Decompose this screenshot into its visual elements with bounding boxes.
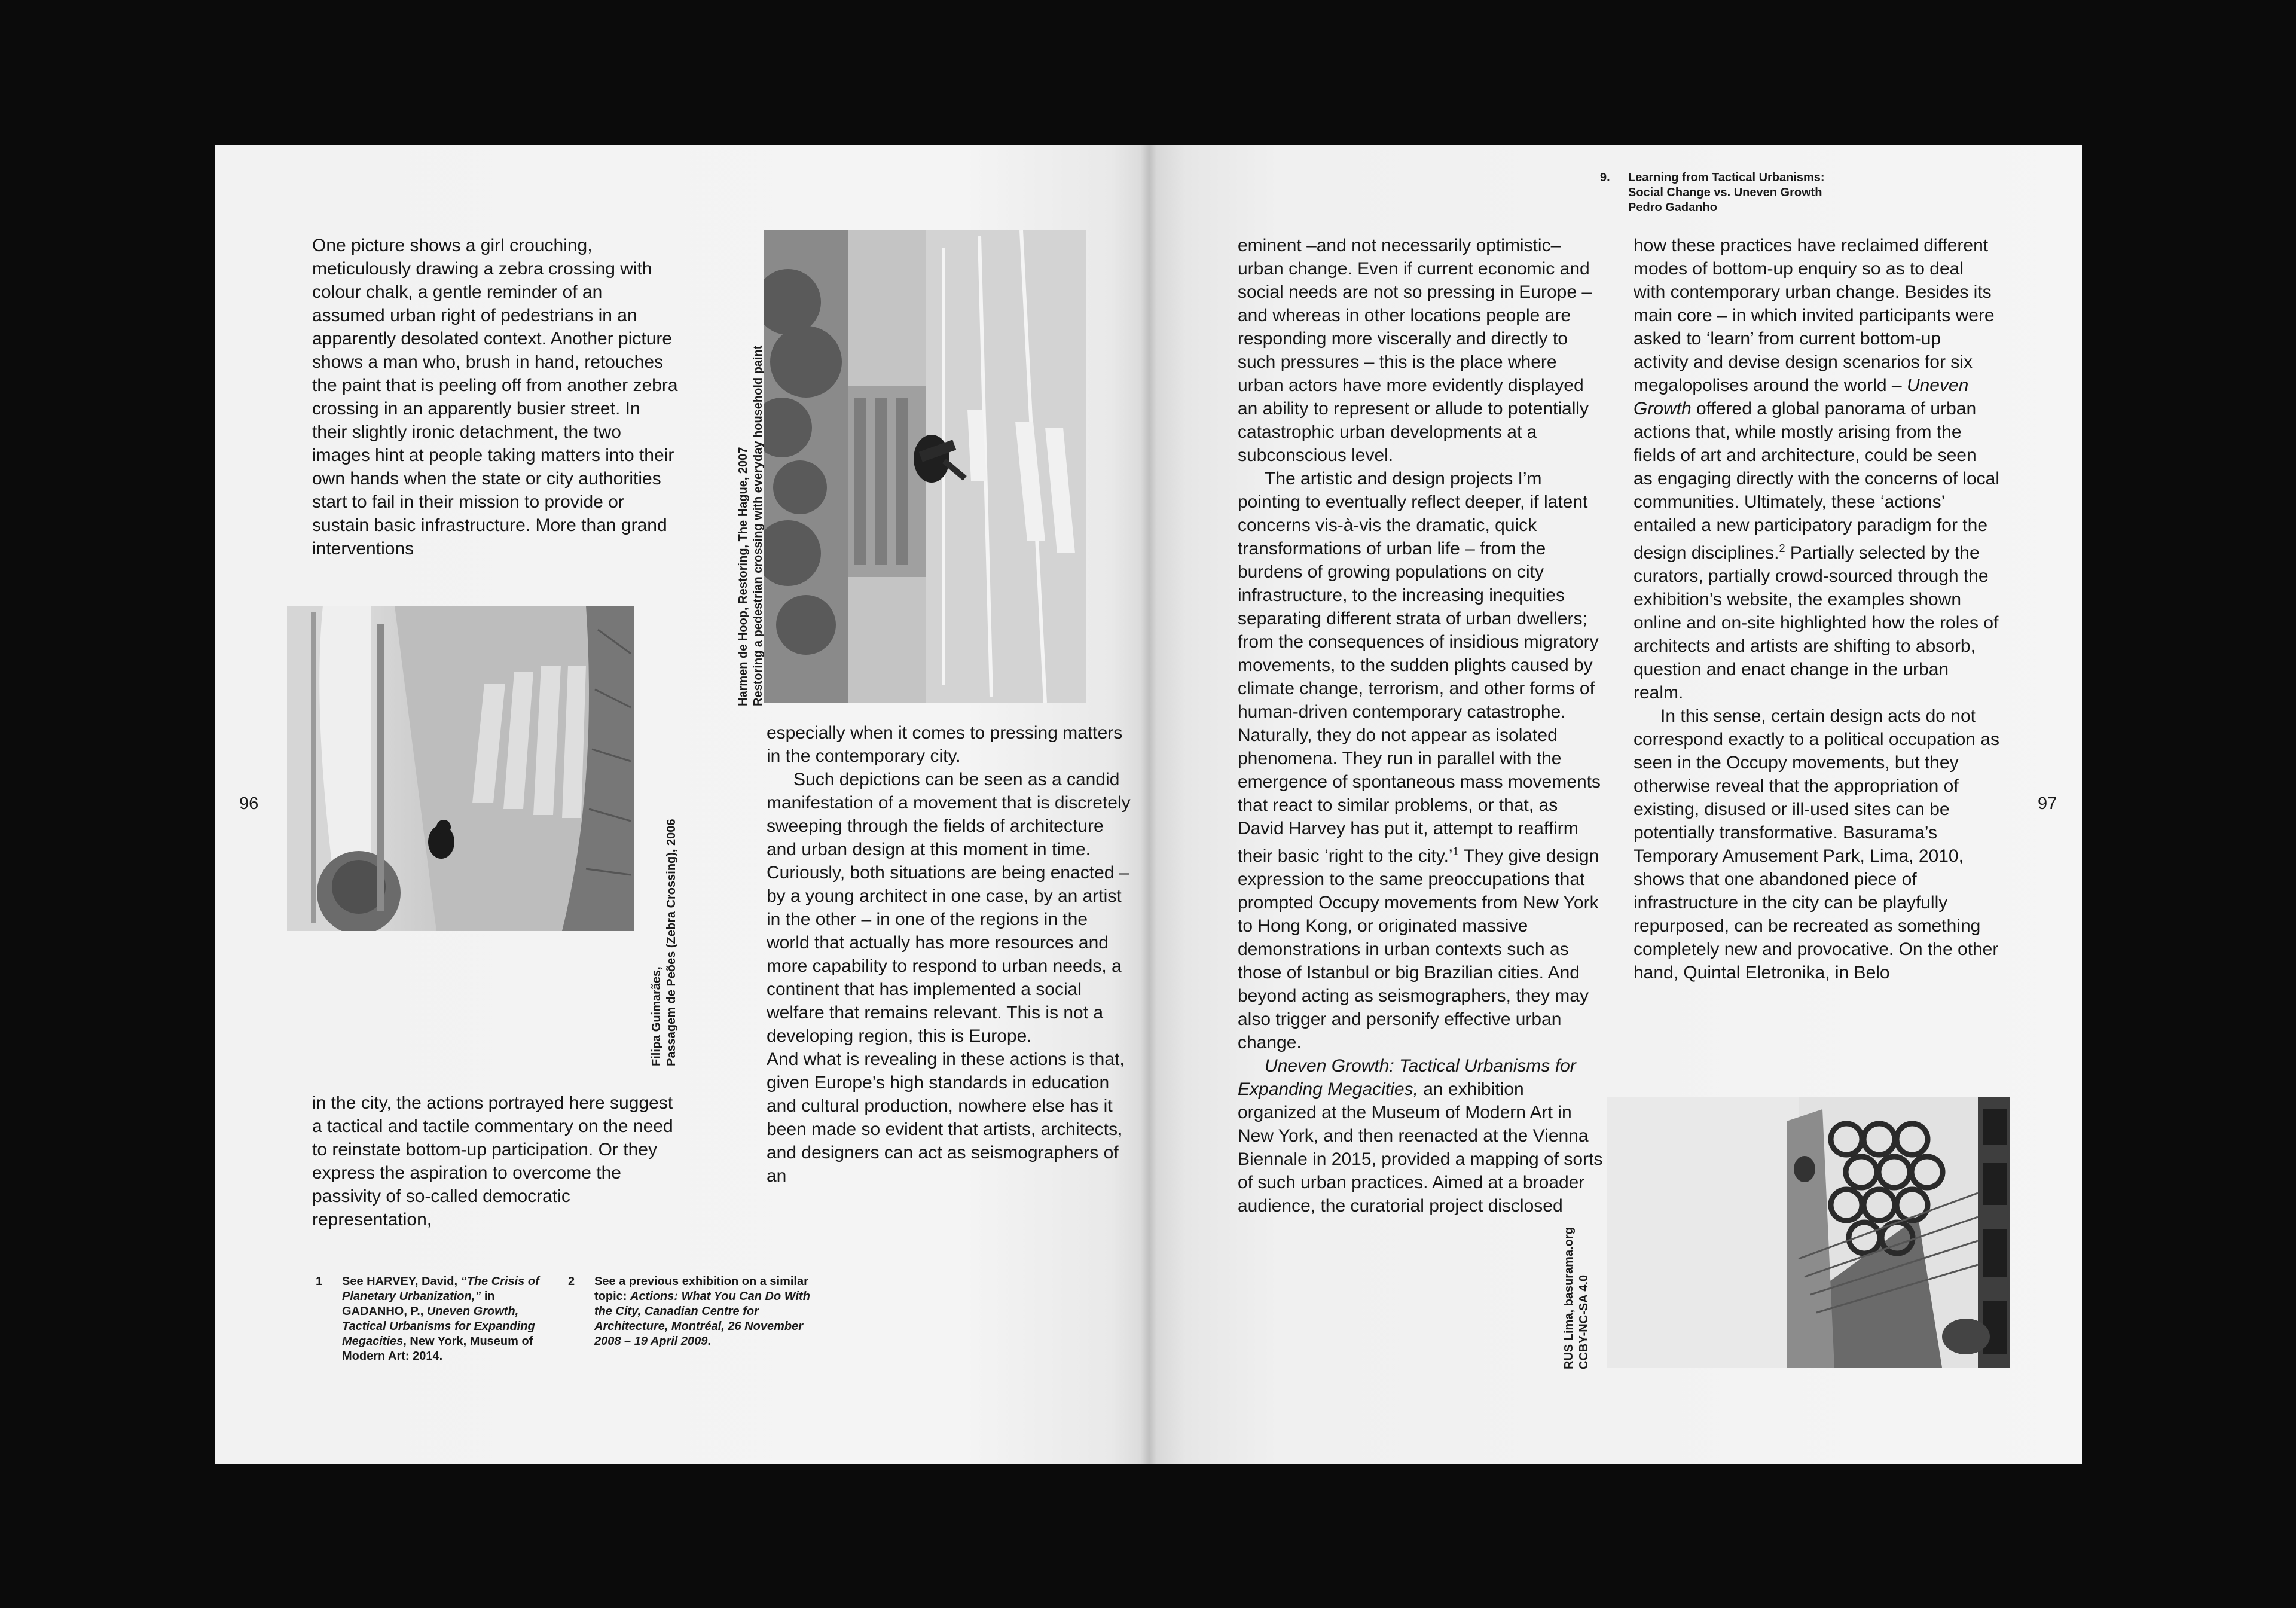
caption-photo-girl: [649, 819, 679, 1066]
footnote-part: , New York, Museum of Modern Art: 2014.: [342, 1335, 533, 1363]
footnote-part: in GADANHO, P.,: [342, 1290, 495, 1318]
paragraph: [1238, 467, 1604, 1054]
caption-line: Passagem de Peões (Zebra Crossing), 2006: [665, 819, 678, 1066]
footnote-text: [594, 1274, 813, 1349]
left-col1-bottom: [312, 1091, 678, 1231]
left-col1-top: [312, 234, 678, 560]
running-header: [1600, 170, 1851, 218]
photo-basurama-lima: [1607, 1097, 2010, 1368]
magazine-spread: [215, 145, 2082, 1464]
text-run: how these practices have reclaimed different modes of bottom-up enquiry so as to deal with contemporary urban change. Besides its main core – in which invited participants were asked to ‘learn’ from current bottom-up activity and devise design scenarios for six megalopolises around the world –: [1634, 236, 1995, 395]
left-col2: [767, 721, 1132, 1188]
photo-girl-zebra-crossing: [287, 606, 634, 931]
header-author: Pedro Gadanho: [1628, 201, 1717, 214]
paragraph: in the city, the actions portrayed here suggest a tactical and tactile commentary on the need to reinstate bottom-up participation. Or they express the aspiration to overcome the passivity of so-called democratic representation,: [312, 1093, 673, 1229]
footnote-text: [342, 1274, 555, 1364]
footnote-title: Actions: What You Can Do With the City, Canadian Centre for Architecture, Montréal, 26 November 2008 – 19 April 2009: [594, 1290, 810, 1348]
caption-line: Harmen de Hoop, Restoring, The Hague, 2007: [737, 447, 750, 706]
paragraph: eminent –and not necessarily optimistic– urban change. Even if current economic and social needs are not so pressing in Europe – and whereas in other locations people are responding more viscerally and directly to such pressures – this is the place where urban actors have more evidently displayed an ability to represent or allude to potentially catastrophic urban developments at a subconscious level.: [1238, 236, 1592, 465]
paragraph: [1238, 1054, 1604, 1218]
right-col1: [1238, 234, 1604, 1218]
exhibition-title: Uneven Growth: [1634, 376, 1969, 419]
paragraph: especially when it comes to pressing matters in the contemporary city.: [767, 723, 1123, 766]
caption-line: Filipa Guimarães,: [650, 966, 663, 1066]
footnote-ref: 1: [1452, 846, 1459, 858]
spine-gutter: [1140, 145, 1157, 1464]
paragraph: In this sense, certain design acts do not correspond exactly to a political occupation as seen in the Occupy movements, but they otherwise reveal that the appropriation of existing, disused or ill-used sites can be potentially transformative. Basurama’s Temporary Amusement Park, Lima, 2010, shows that one abandoned piece of infrastructure in the city can be playfully repurposed, can be recreated as something completely new and provocative. On the other hand, Quintal Eletronika, in Belo: [1634, 706, 2000, 983]
page-number-right: 97: [2038, 794, 2057, 813]
exhibition-title: Uneven Growth: Tactical Urbanisms for Expanding Megacities,: [1238, 1056, 1576, 1099]
footnote-number: 2: [568, 1275, 575, 1288]
caption-photo-man: [736, 346, 766, 706]
chapter-title: [1628, 170, 1825, 215]
footnote-part: See HARVEY, David,: [342, 1275, 461, 1288]
caption-photo-basurama: [1562, 1227, 1592, 1369]
caption-line: Restoring a pedestrian crossing with everyday household paint: [752, 345, 765, 706]
footnote-title: “The Crisis of Planetary Urbanization,”: [342, 1275, 539, 1303]
text-run: offered a global panorama of urban actions that, while mostly arising from the fields of art and architecture, could be seen as engaging directly with the concerns of local communities. Ultimately, these ‘actions’ entailed a new participatory paradigm for the design disciplines.: [1634, 399, 2000, 563]
footnote-title: Uneven Growth, Tactical Urbanisms for Expanding Megacities: [342, 1305, 535, 1348]
footnote-ref: 2: [1779, 542, 1785, 554]
caption-line: CCBY-NC-SA 4.0: [1577, 1274, 1590, 1369]
header-line: Learning from Tactical Urbanisms:: [1628, 171, 1825, 184]
page-number-left: 96: [239, 794, 259, 813]
text-run: The artistic and design projects I’m pointing to eventually reflect deeper, if latent concerns vis-à-vis the dramatic, quick transformations of urban life – from the burdens of growing populations on city infrastructure, to the increasing inequities separating different strata of urban dwellers; from the consequences of insidious migratory movements, to the sudden plights caused by climate change, terrorism, and other forms of human-driven contemporary catastrophe. Naturally, they do not appear as isolated phenomena. They run in parallel with the emergence of spontaneous mass movements that react to similar problems, or that, as David Harvey has put it, attempt to reaffirm their basic ‘right to the city.’: [1238, 469, 1601, 866]
text-run: an exhibition organized at the Museum of Modern Art in New York, and then reenacted at the Vienna Biennale in 2015, provided a mapping of sorts of such urban practices. Aimed at a broader audience, the curatorial project disclosed: [1238, 1079, 1603, 1216]
chapter-number: 9.: [1600, 171, 1610, 184]
paragraph: One picture shows a girl crouching, meticulously drawing a zebra crossing with colour chalk, a gentle reminder of an assumed urban right of pedestrians in an apparently desolated context. Another picture shows a man who, brush in hand, retouches the paint that is peeling off from another zebra crossing in an apparently busier street. In their slightly ironic detachment, the two images hint at people taking matters into their own hands when the state or city authorities start to fail in their mission to provide or sustain basic infrastructure. More than grand interventions: [312, 236, 678, 559]
header-line: Social Change vs. Uneven Growth: [1628, 186, 1822, 199]
footnote-number: 1: [316, 1275, 323, 1288]
paragraph: [1634, 234, 1999, 704]
photo-man-restoring-crossing: [764, 230, 1086, 703]
footnote-part: .: [707, 1335, 711, 1348]
caption-line: RUS Lima, basurama.org: [1562, 1227, 1576, 1369]
footnote-part: See a previous exhibition on a similar topic:: [594, 1275, 808, 1303]
right-col2: [1634, 234, 1999, 984]
paragraph: Such depictions can be seen as a candid manifestation of a movement that is discretely sweeping through the fields of architecture and urban design at this moment in time. Curiously, both situations are being enacted – by a young architect in one case, by an artist in the other – in one of the regions in the world that actually has more resources and more capability to respond to urban needs, a continent that has implemented a social welfare that remains relevant. This is not a developing region, this is Europe.: [767, 770, 1131, 1046]
paragraph: And what is revealing in these actions is that, given Europe’s high standards in education and cultural production, nowhere else has it been made so evident that artists, architects, and designers can act as seismographers of an: [767, 1049, 1125, 1186]
text-run: They give design expression to the same preoccupations that prompted Occupy movements from New York to Hong Kong, or originated massive demonstrations in urban contexts such as those of Istanbul or big Brazilian cities. And beyond acting as seismographers, they may also trigger and personify effective urban change.: [1238, 846, 1599, 1052]
text-run: Partially selected by the curators, partially crowd-sourced through the exhibition’s website, the examples shown online and on-site highlighted how the roles of architects and artists are shifting to absorb, question and enact change in the urban realm.: [1634, 543, 1999, 703]
